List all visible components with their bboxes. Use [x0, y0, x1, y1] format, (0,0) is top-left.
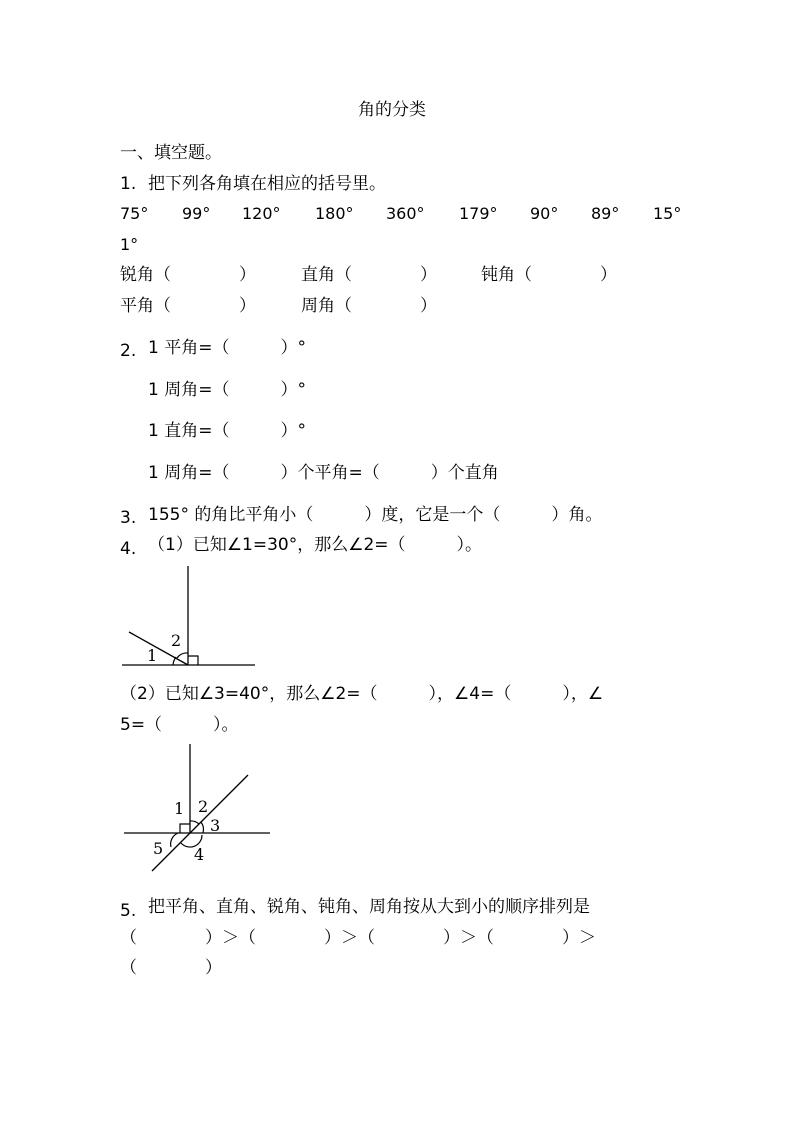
angle-1-arc: [173, 657, 176, 665]
q5-order-blanks: （ ）＞（ ）＞（ ）＞（ ）＞: [120, 928, 596, 948]
q2-number: 2.: [120, 341, 137, 361]
straight-angle-blank: 平角（ ）: [120, 296, 256, 316]
q2-line: 1 周角=（ ）个平角=（ ）个直角: [148, 463, 499, 483]
angle-value: 179°: [459, 204, 498, 223]
angle-value: 75°: [120, 204, 149, 223]
acute-angle-blank: 锐角（ ）: [120, 265, 256, 285]
angle-label-2: 2: [198, 797, 209, 816]
q1-number: 1.: [120, 174, 137, 194]
angle-label-2: 2: [171, 631, 182, 650]
angle-value: 360°: [386, 204, 425, 223]
angle-value: 99°: [182, 204, 211, 223]
angle-value: 90°: [530, 204, 559, 223]
angle-2-arc: [177, 653, 188, 658]
angle-label-4: 4: [194, 845, 205, 864]
q4-part2-line2: 5=（ ）。: [120, 715, 239, 735]
angle-figure-2: [118, 740, 278, 878]
angle-value: 1°: [120, 235, 139, 254]
q4-part1: （1）已知∠1=30°，那么∠2=（ ）。: [148, 535, 483, 555]
angle-figure-1: [118, 562, 260, 670]
full-angle-blank: 周角（ ）: [301, 296, 437, 316]
angle-label-1: 1: [147, 646, 158, 665]
angle-2-arc: [190, 821, 199, 824]
q2-line: 1 直角=（ ）°: [148, 421, 306, 441]
angle-5-arc: [171, 833, 178, 847]
angle-value: 180°: [315, 204, 354, 223]
q5-number: 5.: [120, 901, 137, 921]
angle-value: 89°: [591, 204, 620, 223]
angle-value: 15°: [653, 204, 682, 223]
q5-order-blanks-end: （ ）: [120, 958, 222, 978]
angle-label-5: 5: [153, 839, 164, 858]
angle-value: 120°: [242, 204, 281, 223]
angle-label-3: 3: [210, 816, 221, 835]
q3-text: 155° 的角比平角小（ ）度，它是一个（ ）角。: [148, 505, 603, 525]
section-heading: 一、填空题。: [120, 143, 222, 163]
right-angle-blank: 直角（ ）: [301, 265, 437, 285]
right-angle-mark: [180, 824, 190, 833]
right-angle-mark: [188, 656, 198, 665]
q4-part2-line1: （2）已知∠3=40°，那么∠2=（ ），∠4=（ ），∠: [120, 684, 604, 704]
angle-3-arc: [201, 822, 203, 833]
q2-line: 1 周角=（ ）°: [148, 380, 306, 400]
q5-text: 把平角、直角、锐角、钝角、周角按从大到小的顺序排列是: [148, 897, 590, 917]
page-title: 角的分类: [358, 100, 426, 120]
q3-number: 3.: [120, 508, 137, 528]
angle-label-1: 1: [174, 799, 185, 818]
q1-text: 把下列各角填在相应的括号里。: [148, 174, 386, 194]
q4-number: 4.: [120, 539, 137, 559]
q2-line: 1 平角=（ ）°: [148, 338, 306, 358]
obtuse-angle-blank: 钝角（ ）: [481, 265, 617, 285]
